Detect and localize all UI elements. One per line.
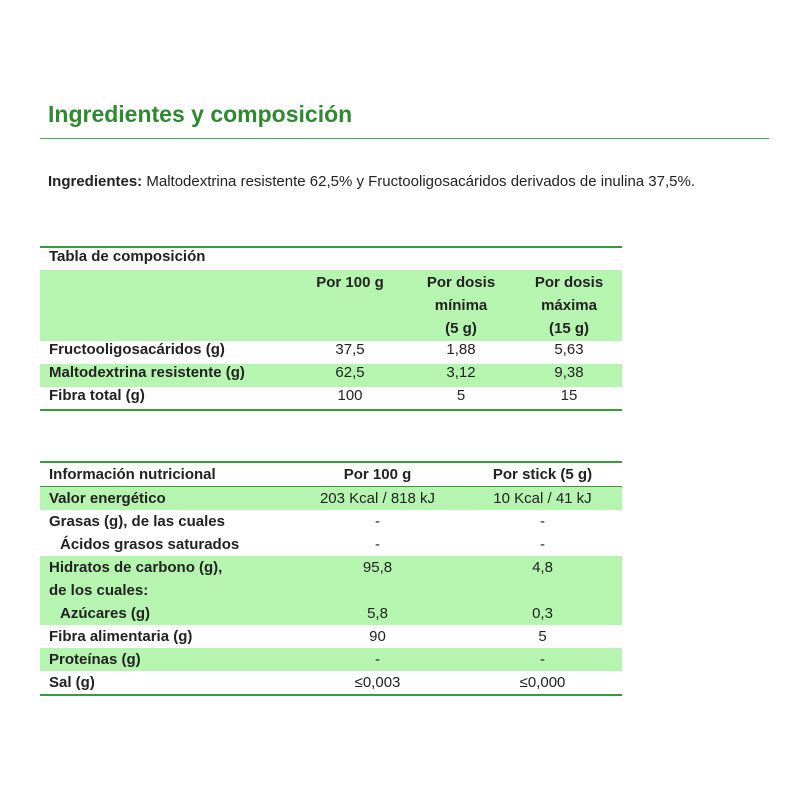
page-title: Ingredientes y composición [48, 101, 353, 127]
row-label: de los cuales: [49, 582, 149, 599]
nutrition-header-row [40, 462, 622, 487]
composition-col-max-line1: Por dosis [534, 274, 604, 291]
composition-col-min-line1: Por dosis [426, 274, 496, 291]
cell-value: ≤0,003 [354, 674, 401, 691]
composition-col-max-line3: (15 g) [548, 320, 589, 337]
composition-col-max-line2: máxima [541, 297, 597, 314]
cell-value: 5,63 [554, 341, 584, 358]
composition-col-per100 [294, 270, 406, 341]
nutrition-table [40, 461, 622, 696]
row-label: Azúcares (g) [60, 605, 151, 622]
ingredients-label: Ingredientes: [48, 173, 143, 190]
composition-table [40, 246, 622, 411]
cell-value: - [540, 536, 545, 553]
row-label: Ácidos grasos saturados [60, 536, 240, 553]
composition-title: Tabla de composición [49, 248, 206, 265]
title-divider [40, 138, 769, 139]
cell-value: 100 [337, 387, 363, 404]
row-label: Grasas (g), de las cuales [49, 513, 225, 530]
cell-value: 15 [560, 387, 578, 404]
nutrition-col-per-stick: Por stick (5 g) [492, 466, 593, 483]
cell-value: 5 [456, 387, 466, 404]
cell-value: 62,5 [335, 364, 365, 381]
row-label: Fibra total (g) [49, 387, 145, 404]
cell-value: 5,8 [367, 605, 388, 622]
table-row [40, 556, 622, 579]
cell-value: 0,3 [532, 605, 553, 622]
table-row [40, 602, 622, 625]
cell-value: - [540, 651, 545, 668]
cell-value: 10 Kcal / 41 kJ [463, 487, 622, 511]
composition-header-row [40, 270, 622, 341]
cell-value: ≤0,000 [519, 674, 566, 691]
row-label: Maltodextrina resistente (g) [49, 364, 245, 381]
cell-value: 9,38 [554, 364, 584, 381]
composition-col-max-dose [516, 270, 622, 341]
row-label: Fibra alimentaria (g) [49, 628, 193, 645]
composition-col-per100-line1: Por 100 g [316, 274, 384, 291]
carbs-label-wrap [49, 556, 247, 579]
table-row [40, 341, 622, 364]
ingredients-paragraph [48, 170, 766, 193]
composition-col-min-dose [406, 270, 516, 341]
row-label: Valor energético [40, 487, 292, 511]
cell-value: 5 [538, 628, 547, 645]
cell-value: 90 [369, 628, 386, 645]
table-row [40, 364, 622, 387]
cell-value: 1,88 [446, 341, 476, 358]
cell-value: - [375, 536, 380, 553]
table-row [40, 625, 622, 648]
nutrition-col-per100: Por 100 g [343, 466, 412, 483]
composition-col-min-line3: (5 g) [445, 320, 477, 337]
cell-value: 37,5 [335, 341, 365, 358]
carbs-label: Hidratos de carbono (g), [49, 559, 223, 576]
row-label: Sal (g) [49, 674, 95, 691]
cell-value [463, 579, 622, 602]
nutrition-title: Información nutricional [49, 466, 216, 483]
table-row [40, 533, 622, 556]
table-row [40, 671, 622, 695]
composition-col-min-line2: mínima [434, 297, 488, 314]
table-row [40, 510, 622, 533]
table-row [40, 579, 622, 602]
cell-value: - [375, 513, 380, 530]
cell-value: 4,8 [532, 559, 553, 576]
row-label [40, 556, 292, 579]
row-label: Proteínas (g) [49, 651, 141, 668]
table-row [40, 487, 622, 511]
composition-title-row [40, 247, 622, 270]
table-row [40, 387, 622, 410]
cell-value: - [375, 651, 380, 668]
row-label: Fructooligosacáridos (g) [49, 341, 225, 358]
cell-value: 3,12 [446, 364, 476, 381]
ingredients-text: Maltodextrina resistente 62,5% y Fructooligosacáridos derivados de inulina 37,5%. [146, 173, 695, 190]
table-row [40, 648, 622, 671]
cell-value: - [540, 513, 545, 530]
cell-value: 95,8 [362, 559, 393, 576]
composition-header-blank [40, 270, 294, 341]
cell-value: 203 Kcal / 818 kJ [292, 487, 463, 511]
cell-value [292, 579, 463, 602]
